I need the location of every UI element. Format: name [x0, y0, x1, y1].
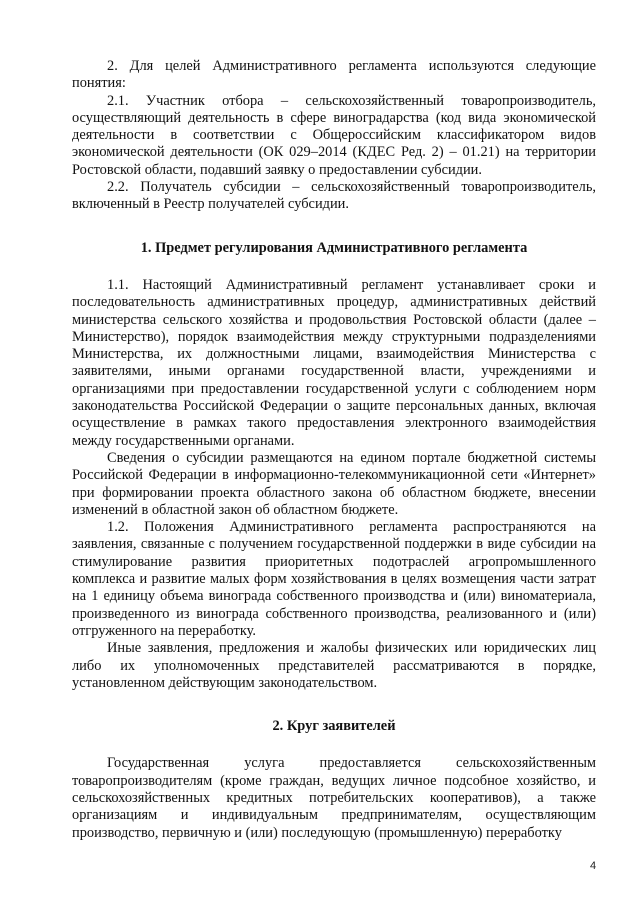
- paragraph-definition-recipient: 2.2. Получатель субсидии – сельскохозяйственный товаропроизводитель, включенный в Реестр получателей субсидии.: [72, 179, 596, 213]
- spacer: [72, 692, 596, 718]
- spacer: [72, 735, 596, 755]
- spacer: [72, 214, 596, 240]
- page-number: 4: [590, 860, 597, 872]
- paragraph-definition-participant: 2.1. Участник отбора – сельскохозяйственный товаропроизводитель, осуществляющий деятельность в сфере виноградарства (код вида экономической деятельности в соответствии с Общероссийским классификатором видов экономической деятельности (ОК 029–2014 (КДЕС Ред. 2) – 01.21) на территории Ростовской области, подавший заявку о предоставлении субсидии.: [72, 92, 596, 178]
- section-1-heading: 1. Предмет регулирования Административного регламента: [140, 239, 528, 256]
- paragraph-definitions-intro: 2. Для целей Административного регламента используются следующие понятия:: [72, 58, 596, 92]
- document-page: [72, 58, 596, 842]
- paragraph-other-applications: Иные заявления, предложения и жалобы физических или юридических лиц либо их уполномоченных представителей рассматриваются в порядке, установленном действующим законодательством.: [72, 640, 596, 691]
- spacer: [72, 257, 596, 277]
- paragraph-1-1: 1.1. Настоящий Административный регламент устанавливает сроки и последовательность административных процедур, административных действий министерства сельского хозяйства и продовольствия Ростовской области (далее – Министерство), порядок взаимодействия между структурными подразделениями Министерства, их должностными лицами, взаимодействия Министерства с заявителями, иными органами государственной власти, учреждениями и организациями при предоставлении государственной услуги с соблюдением норм законодательства Российской Федерации о защите персональных данных, включая осуществление в рамках такого предоставления электронного взаимодействия между государственными органами.: [72, 276, 596, 449]
- paragraph-applicants: Государственная услуга предоставляется сельскохозяйственным товаропроизводителям (кроме граждан, ведущих личное подсобное хозяйство, и сельскохозяйственных кредитных потребительских кооперативов), а также организациям и индивидуальным предпринимателям, осуществляющим производство, первичную и (или) последующую (промышленную) переработку: [72, 755, 596, 841]
- section-2-heading: 2. Круг заявителей: [272, 718, 396, 735]
- paragraph-1-2: 1.2. Положения Административного регламента распространяются на заявления, связанные с получением государственной поддержки в виде субсидии на стимулирование развития приоритетных подотраслей агропромышленного комплекса и развитие малых форм хозяйствования в целях возмещения части затрат на 1 единицу объема винограда собственного производства и (или) виноматериала, произведенного из винограда собственного производства, реализованного и (или) отгруженного на переработку.: [72, 519, 596, 639]
- paragraph-subsidy-info: Сведения о субсидии размещаются на едином портале бюджетной системы Российской Федерации в информационно-телекоммуникационной сети «Интернет» при формировании проекта областного закона об областном бюджете, внесении изменений в областной закон об областном бюджете.: [72, 449, 596, 518]
